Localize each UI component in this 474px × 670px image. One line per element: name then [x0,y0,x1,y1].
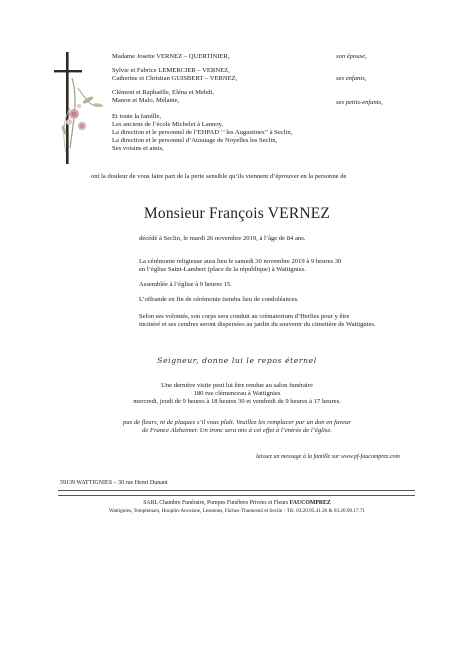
relation-label: ses enfants, [336,75,367,82]
family-line: Madame Josette VERNEZ – QUERTINIER, [112,53,230,60]
rose [80,124,84,128]
ceremony-line: L’offrande en fin de cérémonie tiendra lieu de condoléances. [139,296,299,303]
family-line: La direction et le personnel de l’EHPAD ‘’ les Augustines’’ à Seclin, [112,129,293,136]
visit-line: mercredi, jeudi de 9 heures à 18 heures 30 et vendredi de 9 heures à 17 heures. [133,398,341,405]
family-line: Catherine et Christian GUISBERT – VERNEZ, [112,75,238,82]
death-info: décédé à Seclin, le mardi 26 novembre 2019, à l’âge de 84 ans. [139,235,306,242]
message-link[interactable]: laissez un message à la famille sur www.pf-faucomprez.com [256,454,400,460]
rose-bud [77,104,81,108]
ceremony-line: en l’église Saint-Lambert (place de la république) à Wattignies. [139,266,306,273]
family-line: La direction et le personnel d’Atoutage de Noyelles les Seclin, [112,137,278,144]
cross-horizontal-bar [54,70,82,72]
footer-divider [58,490,415,491]
ceremony-line: La cérémonie religieuse aura lieu le samedi 30 novembre 2019 à 9 heures 30 [139,258,342,265]
family-line: Clément et Raphaëlle, Eléna et Mehdi, [112,89,214,96]
footer-locations: Wattignies, Templemars, Houplin-Ancoisne, Lezennes, Fâches-Thumesnil et Seclin - Tél. 03.20.95.41.26 & 03.20.90.17.71 [108,508,366,514]
address: 59139 WATTIGNIES – 30 rue Henri Dunant [60,480,168,486]
rose [71,111,76,116]
cross-vertical-bar [66,52,69,164]
relation-label: son épouse, [336,53,367,60]
family-line: Manon et Malo, Mélanie, [112,97,180,104]
ceremony-line: Assemblée à l’église à 9 heures 15. [139,281,232,288]
ceremony-line: Selon ses volontés, son corps sera conduit au crématorium d’Herlies pour y être [139,313,350,320]
footer-divider [58,495,415,496]
family-line: Et toute la famille, [112,113,162,120]
deceased-name: Monsieur François VERNEZ [143,205,331,222]
flowers-line: pas de fleurs, ni de plaques s’il vous plaît. Veuillez les remplacer par un don en faveur [123,419,351,426]
footer-company [0,499,474,507]
cross-roses-illustration [48,48,108,168]
relation-label: ses petits-enfants, [336,99,383,106]
flowers-line: de France Alzheimer. Un tronc sera mis à cet effet à l’entrée de l’église. [142,427,332,434]
footer-company-name: FAUCOMPREZ [289,500,331,506]
ceremony-line: incinéré et ses cendres seront dispersées au jardin du souvenir du cimetière de Wattignies. [139,321,376,328]
family-line: Ses voisins et amis, [112,145,164,152]
prayer-text: Seigneur, donne lui le repos éternel [157,356,317,365]
footer-company-text: SARL Chambre Funéraire, Pompes Funèbres Privées et Fleurs [143,500,290,506]
family-line: Les anciens de l’école Michelet à Lannoy, [112,121,224,128]
family-line: Sylvie et Fabrice LEMERCIER – VERNEZ, [112,67,230,74]
rose [66,119,72,125]
visit-line: Une dernière visite peut lui être rendue au salon funéraire [161,382,313,389]
announcement-text: ont la douleur de vous faire part de la perte sensible qu’ils viennent d’éprouver en la personne de [91,173,347,180]
visit-line: 180 rue clémenceau à Wattignies [193,390,281,397]
